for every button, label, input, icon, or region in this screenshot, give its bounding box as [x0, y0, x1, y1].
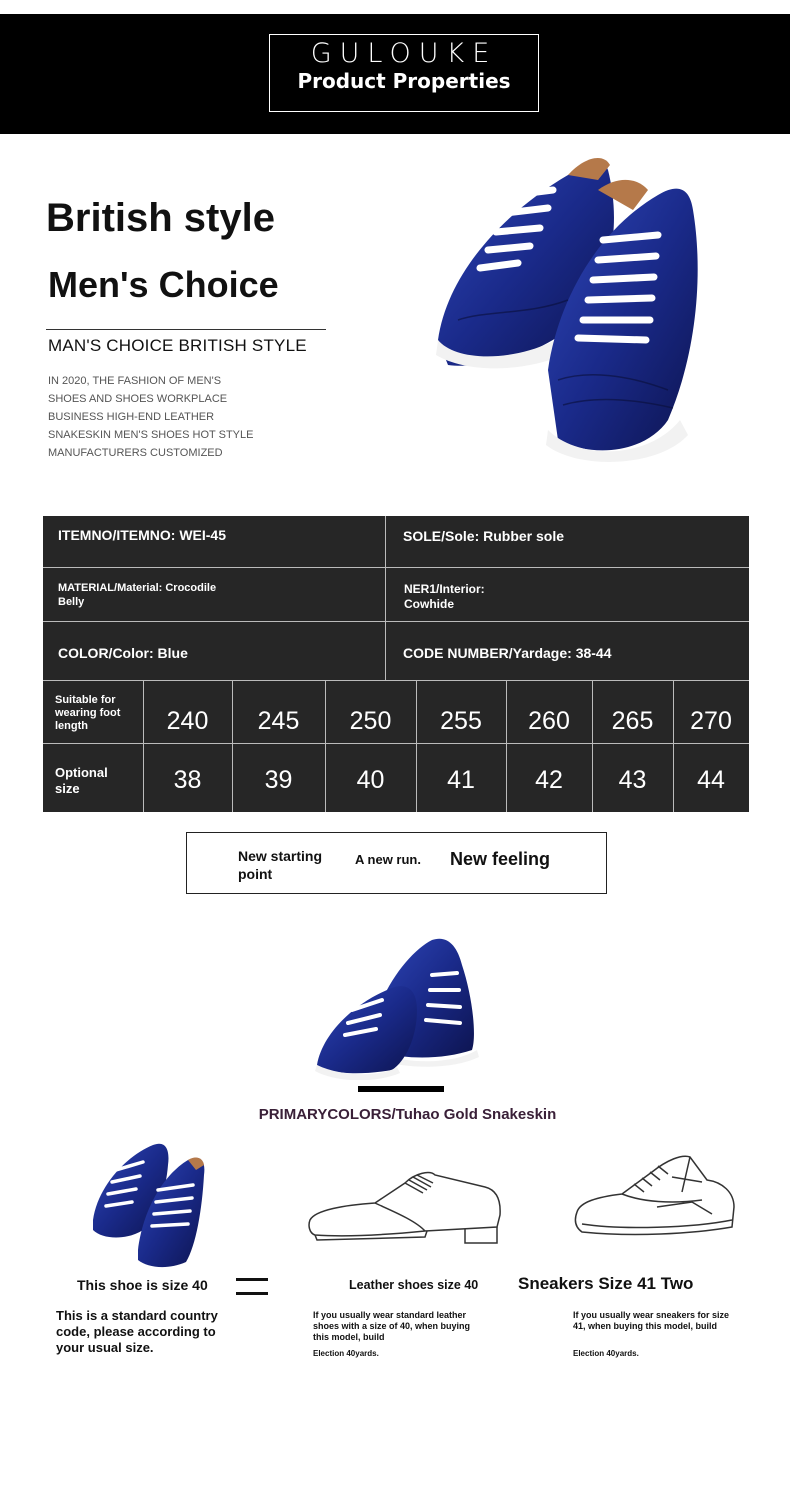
- spec-sole: SOLE/Sole: Rubber sole: [403, 528, 565, 544]
- slogan-left: New starting: [238, 848, 323, 864]
- primary-colors-label: PRIMARYCOLORS/Tuhao Gold Snakeskin: [258, 1106, 557, 1123]
- leather-shoe-note: If you usually wear standard leather shoes with a size of 40, when buying this model, build: [313, 1310, 471, 1342]
- leather-shoe-size-label: Leather shoes size 40: [349, 1278, 479, 1292]
- this-shoe-note: This is a standard country code, please according to your usual size.: [56, 1308, 218, 1355]
- this-shoe-size-label: This shoe is size 40: [77, 1277, 208, 1293]
- spec-item-number: ITEMNO/ITEMNO: WEI-45: [58, 527, 226, 543]
- middle-shoe-image: [312, 935, 482, 1080]
- size-cell: 44: [697, 766, 725, 794]
- spec-interior-line2: Cowhide: [404, 597, 454, 611]
- foot-length-cell: 240: [166, 707, 209, 735]
- section-underbar: [358, 1086, 444, 1092]
- hero-subtitle: Men's Choice: [48, 264, 279, 305]
- size-cell: 38: [173, 766, 202, 794]
- foot-length-cell: 255: [440, 707, 482, 735]
- size-cell: 43: [618, 766, 647, 794]
- size-cell: 42: [535, 766, 563, 794]
- hero-tagline: MAN'S CHOICE BRITISH STYLE: [48, 336, 307, 355]
- header-subtitle: Product Properties: [297, 69, 511, 93]
- slogan-box: [186, 832, 607, 894]
- hero-divider: [46, 329, 326, 330]
- slogan-left-line2: point: [238, 866, 273, 882]
- sneaker-size-label: Sneakers Size 41 Two: [518, 1274, 694, 1293]
- spec-material: MATERIAL/Material: Crocodile: [58, 582, 217, 594]
- foot-length-label: Suitable for wearing foot length: [55, 694, 121, 732]
- foot-length-cell: 270: [690, 707, 732, 735]
- brand-name: GULOUKE: [310, 38, 498, 69]
- leather-shoe-note-line2: Election 40yards.: [313, 1349, 379, 1358]
- hero-description: IN 2020, THE FASHION OF MEN'S SHOES AND SHOES WORKPLACE BUSINESS HIGH-END LEATHER SNAKESKIN MEN'S SHOES HOT STYLE MANUFACTURERS CUSTOMIZED: [48, 375, 254, 459]
- size-cell: 41: [447, 766, 475, 794]
- this-shoe-image: [88, 1140, 206, 1268]
- sneaker-note: If you usually wear sneakers for size 41, when buying this model, build: [573, 1310, 730, 1331]
- slogan-middle: A new run.: [355, 852, 421, 867]
- header-title-box: [269, 34, 539, 112]
- spec-color: COLOR/Color: Blue: [58, 645, 188, 661]
- leather-shoe-outline-icon: [305, 1165, 505, 1247]
- hero-shoe-image: [418, 150, 708, 465]
- spec-code-number: CODE NUMBER/Yardage: 38-44: [403, 645, 612, 661]
- sneaker-outline-icon: [572, 1152, 738, 1247]
- foot-length-cell: 265: [611, 707, 654, 735]
- size-label-line2: size: [55, 781, 80, 796]
- equals-icon: [236, 1278, 268, 1306]
- spec-table: [43, 516, 749, 812]
- size-cell: 40: [356, 766, 385, 794]
- sneaker-note-line2: Election 40yards.: [573, 1349, 639, 1358]
- foot-length-cell: 245: [257, 707, 300, 735]
- spec-material-line2: Belly: [58, 596, 85, 608]
- spec-interior: NER1/Interior:: [404, 582, 485, 596]
- foot-length-cell: 250: [349, 707, 392, 735]
- header-banner: [0, 14, 790, 134]
- slogan-right: New feeling: [450, 849, 551, 869]
- hero-title: British style: [46, 196, 275, 240]
- size-cell: 39: [264, 766, 293, 794]
- foot-length-cell: 260: [528, 707, 570, 735]
- size-label: Optional: [55, 765, 108, 780]
